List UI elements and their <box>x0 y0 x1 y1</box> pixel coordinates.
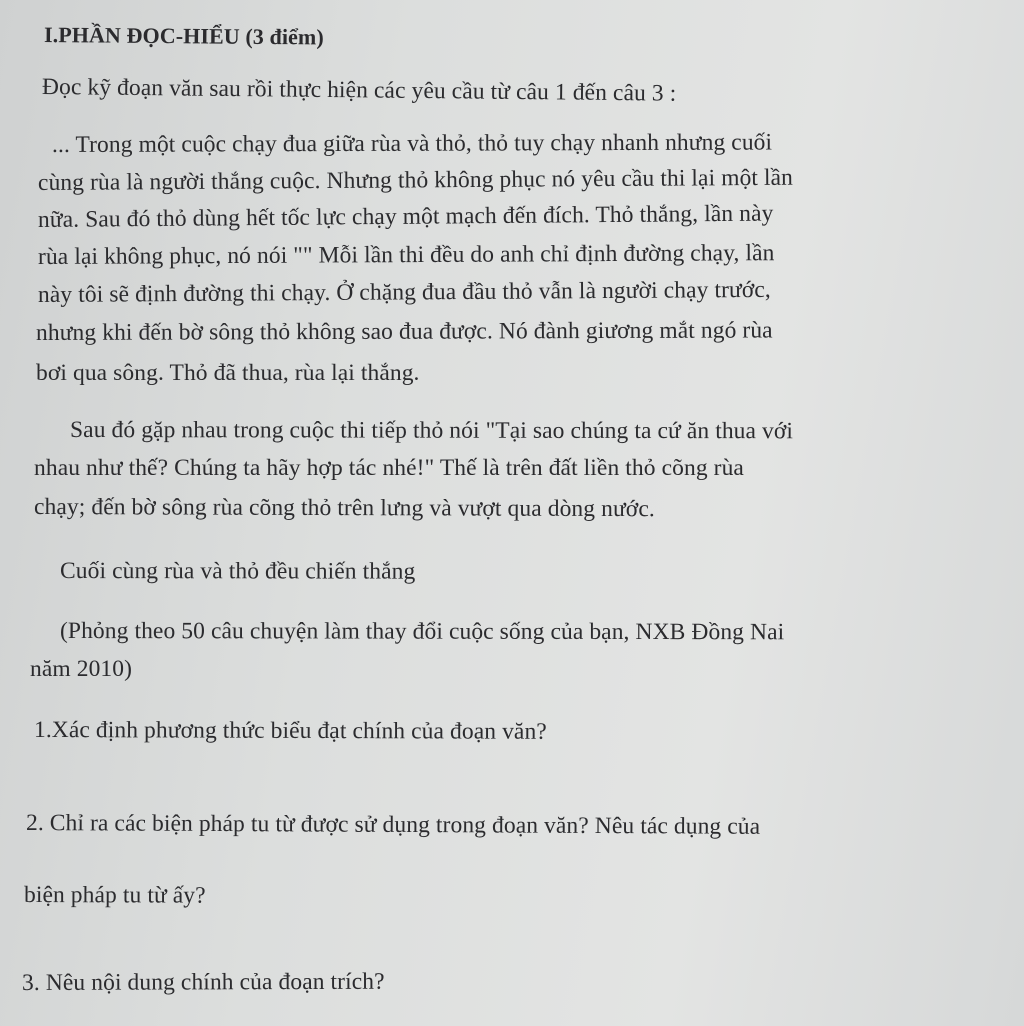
question-2-line-1: 2. Chỉ ra các biện pháp tu từ được sử dụng trong đoạn văn? Nêu tác dụng của <box>25 810 761 840</box>
instruction-text: Đọc kỹ đoạn văn sau rồi thực hiện các yêu cầu từ câu 1 đến câu 3 : <box>41 74 677 107</box>
passage-line-2: cùng rùa là người thắng cuộc. Nhưng thỏ không phục nó yêu cầu thi lại một lần <box>37 164 794 196</box>
passage-p2-line-2: nhau như thế? Chúng ta hãy hợp tác nhé!" Thế là trên đất liền thỏ cõng rùa <box>34 455 744 481</box>
passage-line-6: nhưng khi đến bờ sông thỏ không sao đua được. Nó đành giương mắt ngó rùa <box>35 317 773 346</box>
passage-line-4: rùa lại không phục, nó nói "" Mỗi lần thi đều do anh chỉ định đường chạy, lần <box>37 240 775 270</box>
passage-p2-line-1: Sau đó gặp nhau trong cuộc thi tiếp thỏ nói "Tại sao chúng ta cứ ăn thua với <box>69 417 794 445</box>
passage-conclusion: Cuối cùng rùa và thỏ đều chiến thắng <box>59 558 416 585</box>
section-heading: I.PHẦN ĐỌC-HIỂU (3 điểm) <box>43 22 324 50</box>
passage-p2-line-3: chạy; đến bờ sông rùa cõng thỏ trên lưng và vượt qua dòng nước. <box>33 494 655 523</box>
question-3: 3. Nêu nội dung chính của đoạn trích? <box>21 968 385 996</box>
question-2-line-2: biện pháp tu từ ấy? <box>23 882 206 909</box>
passage-line-5: này tôi sẽ định đường thi chạy. Ở chặng đua đầu thỏ vẫn là người chạy trước, <box>37 276 771 308</box>
passage-line-1: ... Trong một cuộc chạy đua giữa rùa và thỏ, thỏ tuy chạy nhanh nhưng cuối <box>51 129 773 158</box>
source-line-1: (Phỏng theo 50 câu chuyện làm thay đổi cuộc sống của bạn, NXB Đồng Nai <box>59 618 785 646</box>
passage-line-7: bơi qua sông. Thỏ đã thua, rùa lại thắng. <box>36 360 420 386</box>
source-line-2: năm 2010) <box>30 656 133 682</box>
passage-line-3: nữa. Sau đó thỏ dùng hết tốc lực chạy một mạch đến đích. Thỏ thắng, lần này <box>37 200 774 233</box>
question-1: 1.Xác định phương thức biểu đạt chính của đoạn văn? <box>33 717 547 745</box>
